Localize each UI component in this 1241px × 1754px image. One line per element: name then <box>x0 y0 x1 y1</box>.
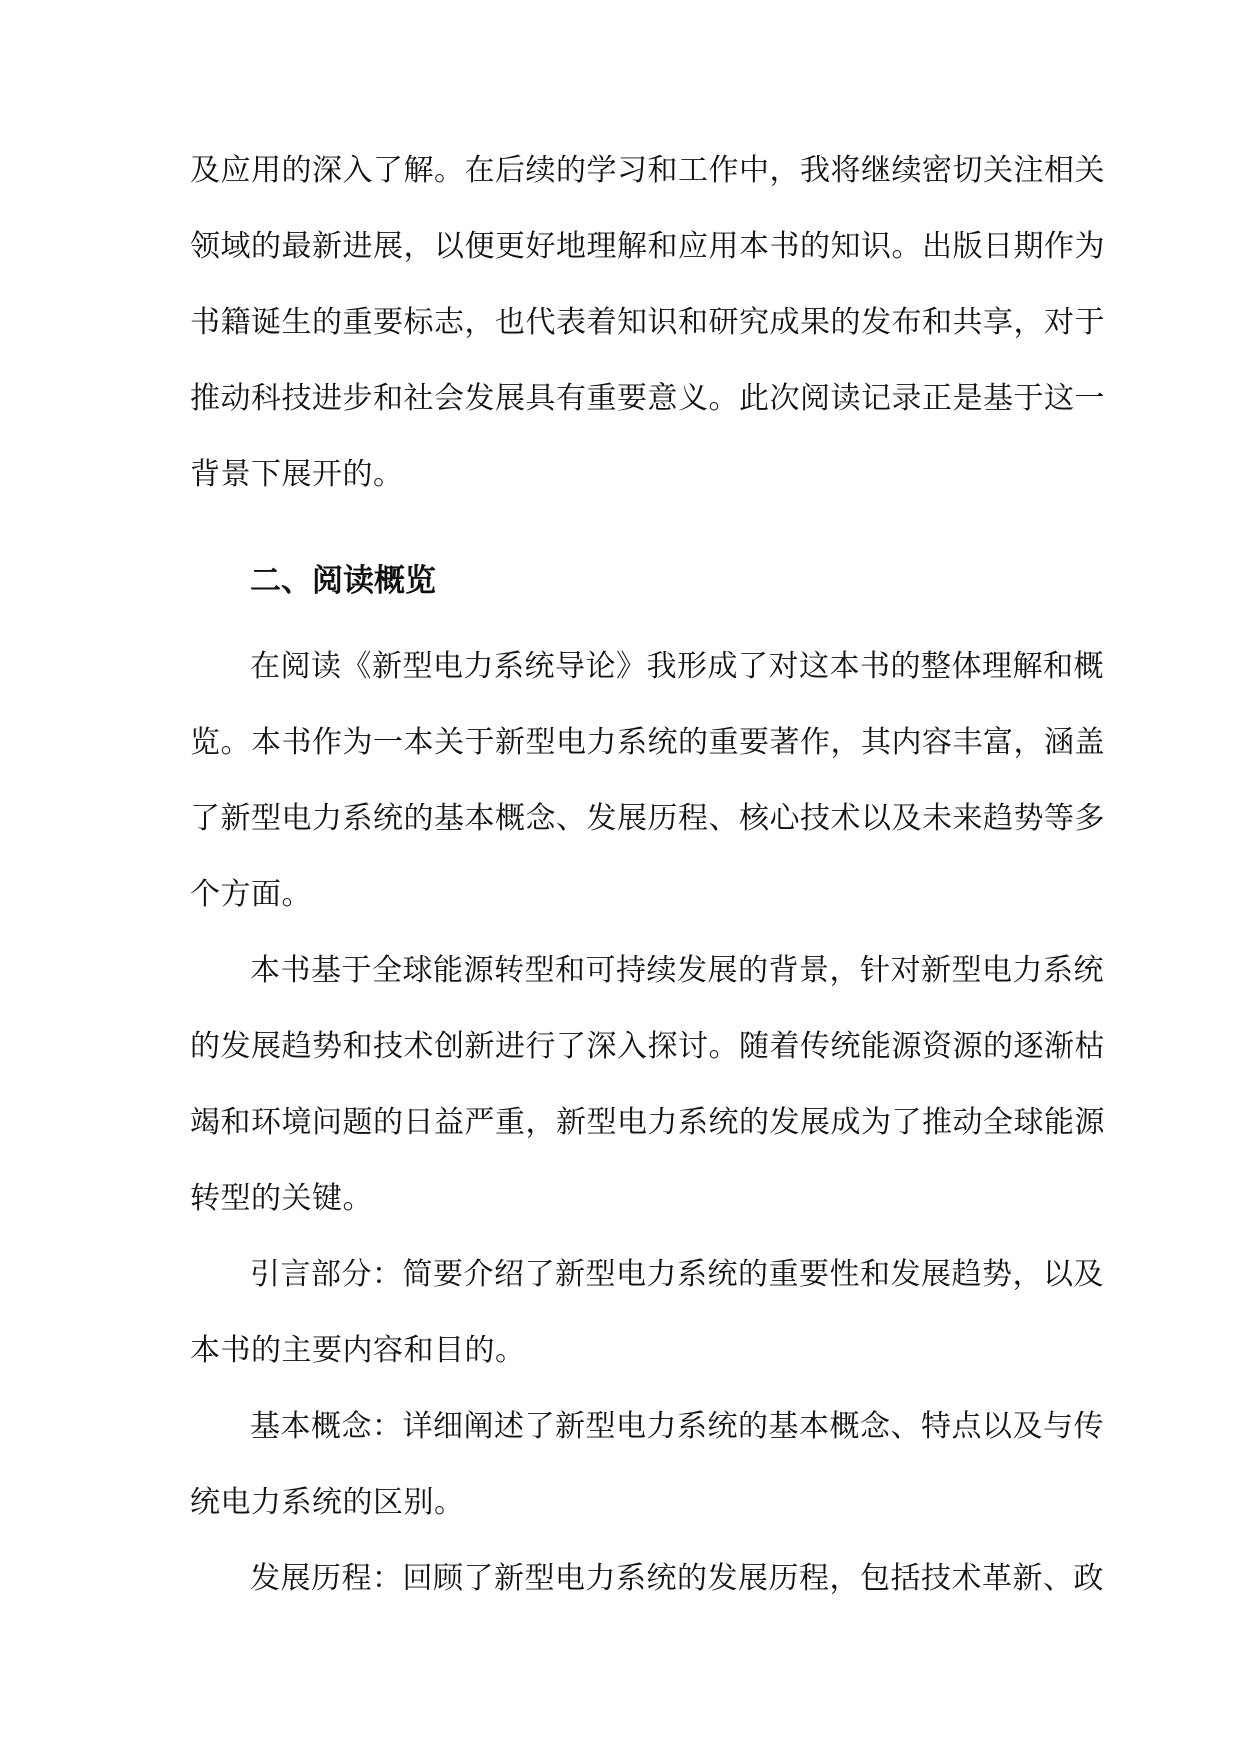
paragraph-line: 背景下展开的。 <box>190 457 404 492</box>
paragraph-line: 统电力系统的区别。 <box>190 1485 465 1520</box>
paragraph-line: 领域的最新进展，以便更好地理解和应用本书的知识。出版日期作为 <box>190 229 1105 264</box>
paragraph-line: 本书的主要内容和目的。 <box>190 1333 526 1368</box>
paragraph-line: 的发展趋势和技术创新进行了深入探讨。随着传统能源资源的逐渐枯 <box>190 1029 1105 1064</box>
paragraph-line: 转型的关键。 <box>190 1181 373 1216</box>
paragraph-line: 及应用的深入了解。在后续的学习和工作中，我将继续密切关注相关 <box>190 153 1105 188</box>
paragraph-line: 个方面。 <box>190 877 312 912</box>
paragraph-line: 书籍诞生的重要标志，也代表着知识和研究成果的发布和共享，对于 <box>190 305 1105 340</box>
paragraph-line: 推动科技进步和社会发展具有重要意义。此次阅读记录正是基于这一 <box>190 381 1105 416</box>
paragraph-line: 引言部分：简要介绍了新型电力系统的重要性和发展趋势，以及 <box>250 1257 1104 1292</box>
paragraph-line: 了新型电力系统的基本概念、发展历程、核心技术以及未来趋势等多 <box>190 801 1105 836</box>
paragraph-line: 在阅读《新型电力系统导论》我形成了对这本书的整体理解和概 <box>250 649 1104 684</box>
paragraph-line: 本书基于全球能源转型和可持续发展的背景，针对新型电力系统 <box>250 953 1104 988</box>
paragraph-line: 发展历程：回顾了新型电力系统的发展历程，包括技术革新、政 <box>250 1561 1104 1596</box>
paragraph-line: 竭和环境问题的日益严重，新型电力系统的发展成为了推动全球能源 <box>190 1105 1105 1140</box>
paragraph-line: 基本概念：详细阐述了新型电力系统的基本概念、特点以及与传 <box>250 1409 1104 1444</box>
section-heading: 二、阅读概览 <box>250 563 436 599</box>
paragraph-line: 览。本书作为一本关于新型电力系统的重要著作，其内容丰富，涵盖 <box>190 725 1105 760</box>
